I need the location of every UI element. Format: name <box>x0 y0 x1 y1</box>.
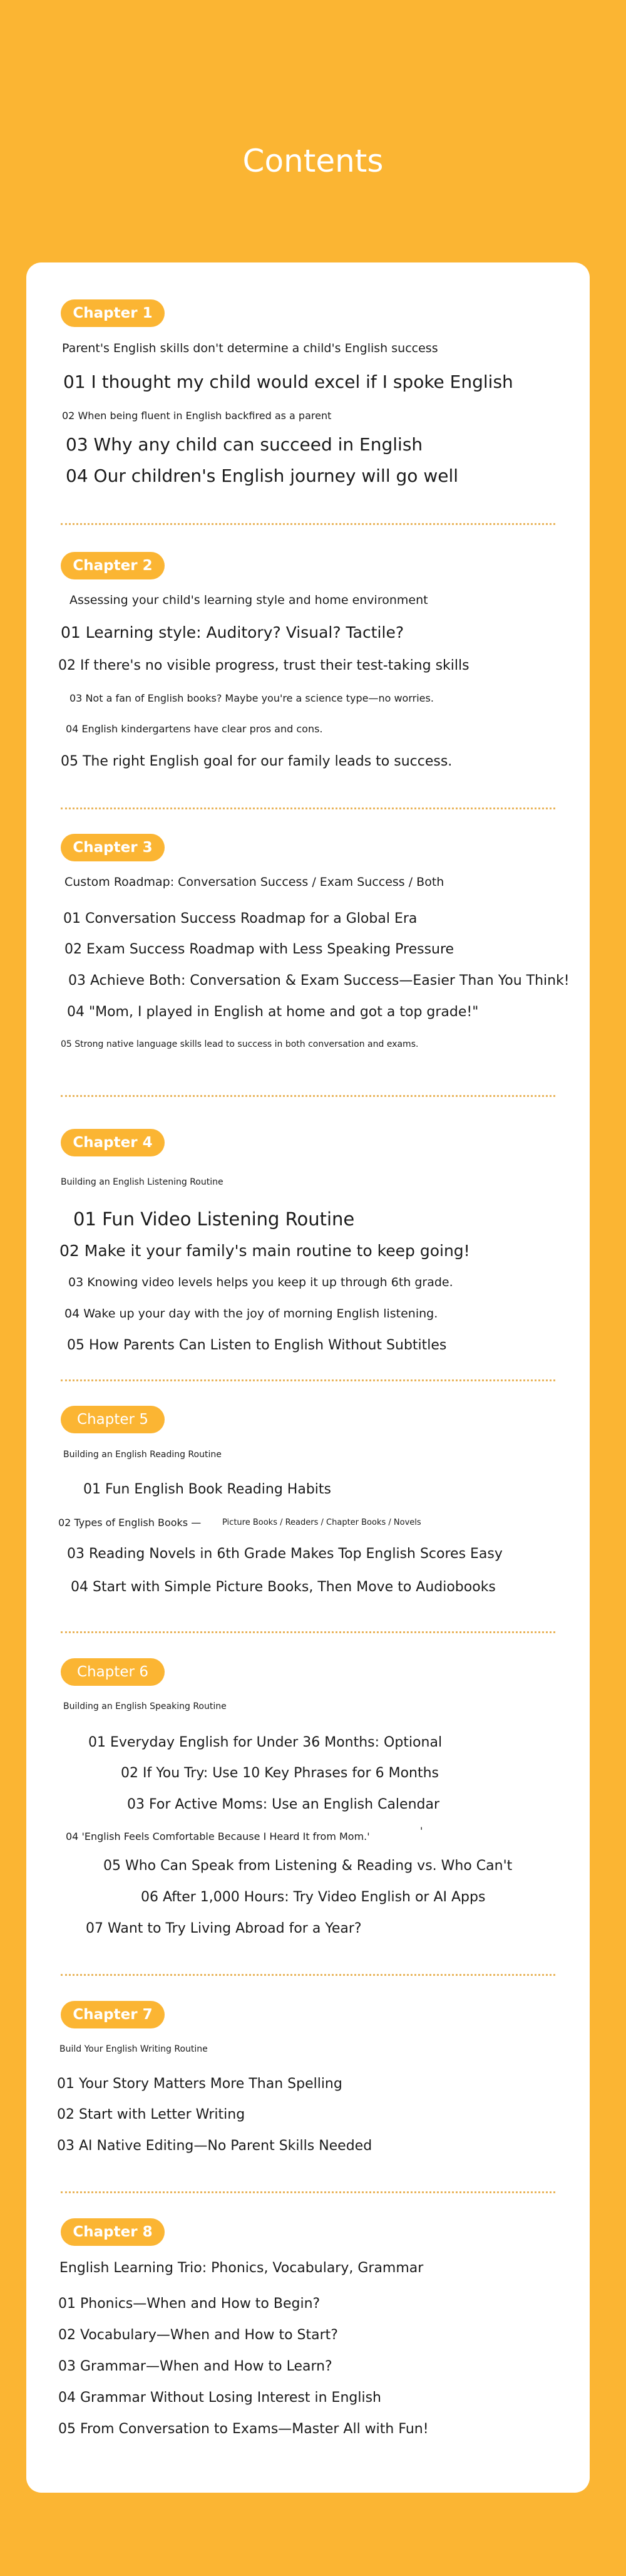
section-divider <box>61 2191 555 2193</box>
section-divider <box>61 1974 555 1976</box>
contents-card <box>26 262 590 2493</box>
chapter-1-item-2[interactable]: 02 When being fluent in English backfired as a parent <box>62 410 332 422</box>
chapter-5-badge: Chapter 5 <box>61 1406 165 1433</box>
chapter-5-item-1[interactable]: 01 Fun English Book Reading Habits <box>83 1482 331 1497</box>
chapter-8-item-4[interactable]: 04 Grammar Without Losing Interest in English <box>58 2390 381 2406</box>
chapter-3-item-2[interactable]: 02 Exam Success Roadmap with Less Speaking Pressure <box>64 942 454 957</box>
chapter-8-item-2[interactable]: 02 Vocabulary—When and How to Start? <box>58 2327 338 2343</box>
chapter-6-item-5[interactable]: 05 Who Can Speak from Listening & Reading vs. Who Can't <box>103 1858 513 1874</box>
section-divider <box>61 1379 555 1381</box>
chapter-7-item-3[interactable]: 03 AI Native Editing—No Parent Skills Needed <box>57 2138 372 2154</box>
chapter-2-badge: Chapter 2 <box>61 552 165 579</box>
chapter-6-subtitle: Building an English Speaking Routine <box>63 1701 227 1711</box>
chapter-1-item-4[interactable]: 04 Our children's English journey will go well <box>66 465 459 486</box>
chapter-4-item-1[interactable]: 01 Fun Video Listening Routine <box>73 1208 355 1230</box>
chapter-6-item-1[interactable]: 01 Everyday English for Under 36 Months: Optional <box>88 1735 443 1750</box>
chapter-7-item-1[interactable]: 01 Your Story Matters More Than Spelling <box>57 2076 342 2092</box>
chapter-5-item-2[interactable]: 02 Types of English Books — <box>58 1517 202 1529</box>
section-divider <box>61 808 555 809</box>
chapter-6-item-7[interactable]: 07 Want to Try Living Abroad for a Year? <box>86 1921 362 1936</box>
chapter-6-item-2[interactable]: 02 If You Try: Use 10 Key Phrases for 6 Months <box>121 1765 439 1781</box>
chapter-6-badge: Chapter 6 <box>61 1658 165 1686</box>
chapter-1-subtitle: Parent's English skills don't determine a child's English success <box>62 341 438 355</box>
chapter-3-badge: Chapter 3 <box>61 834 165 861</box>
chapter-1-badge: Chapter 1 <box>61 299 165 327</box>
chapter-4-badge: Chapter 4 <box>61 1129 165 1156</box>
chapter-3-item-1[interactable]: 01 Conversation Success Roadmap for a Global Era <box>63 911 418 927</box>
page-title: Contents <box>242 143 384 179</box>
chapter-8-badge: Chapter 8 <box>61 2218 165 2246</box>
chapter-7-badge: Chapter 7 <box>61 2001 165 2028</box>
chapter-6-item-4[interactable]: 04 'English Feels Comfortable Because I Heard It from Mom.' <box>66 1831 370 1842</box>
chapter-7-item-2[interactable]: 02 Start with Letter Writing <box>57 2107 245 2122</box>
chapter-5-item-2-types[interactable]: Picture Books / Readers / Chapter Books / Novels <box>222 1518 421 1527</box>
chapter-4-item-2[interactable]: 02 Make it your family's main routine to keep going! <box>59 1242 470 1260</box>
chapter-5-item-4[interactable]: 04 Start with Simple Picture Books, Then Move to Audiobooks <box>71 1579 496 1595</box>
chapter-8-item-5[interactable]: 05 From Conversation to Exams—Master All with Fun! <box>58 2421 429 2437</box>
chapter-8-item-1[interactable]: 01 Phonics—When and How to Begin? <box>58 2296 321 2312</box>
chapter-3-item-3[interactable]: 03 Achieve Both: Conversation & Exam Success—Easier Than You Think! <box>68 973 570 989</box>
chapter-4-item-4[interactable]: 04 Wake up your day with the joy of morning English listening. <box>64 1307 438 1321</box>
chapter-7-subtitle: Build Your English Writing Routine <box>59 2044 208 2054</box>
chapter-4-subtitle: Building an English Listening Routine <box>61 1177 223 1187</box>
chapter-2-item-4[interactable]: 04 English kindergartens have clear pros and cons. <box>66 723 323 735</box>
chapter-5-subtitle: Building an English Reading Routine <box>63 1450 222 1460</box>
chapter-8-subtitle: English Learning Trio: Phonics, Vocabulary, Grammar <box>59 2260 424 2276</box>
chapter-6-item-4-mark: ' <box>420 1825 423 1837</box>
chapter-2-item-1[interactable]: 01 Learning style: Auditory? Visual? Tactile? <box>61 623 404 641</box>
section-divider <box>61 1631 555 1633</box>
chapter-5-item-3[interactable]: 03 Reading Novels in 6th Grade Makes Top English Scores Easy <box>67 1546 503 1562</box>
chapter-1-item-3[interactable]: 03 Why any child can succeed in English <box>66 434 423 455</box>
chapter-2-item-2[interactable]: 02 If there's no visible progress, trust their test-taking skills <box>58 658 470 673</box>
section-divider <box>61 523 555 525</box>
chapter-3-item-5[interactable]: 05 Strong native language skills lead to success in both conversation and exams. <box>61 1039 419 1049</box>
chapter-2-item-5[interactable]: 05 The right English goal for our family leads to success. <box>61 754 453 769</box>
section-divider <box>61 1095 555 1097</box>
chapter-3-item-4[interactable]: 04 "Mom, I played in English at home and got a top grade!" <box>67 1004 479 1020</box>
chapter-3-subtitle: Custom Roadmap: Conversation Success / Exam Success / Both <box>64 875 444 889</box>
chapter-1-item-1[interactable]: 01 I thought my child would excel if I spoke English <box>63 371 513 392</box>
chapter-2-item-3[interactable]: 03 Not a fan of English books? Maybe you're a science type—no worries. <box>69 692 434 704</box>
chapter-8-item-3[interactable]: 03 Grammar—When and How to Learn? <box>58 2359 332 2374</box>
chapter-2-subtitle: Assessing your child's learning style and home environment <box>69 593 428 607</box>
chapter-6-item-3[interactable]: 03 For Active Moms: Use an English Calendar <box>127 1797 440 1812</box>
chapter-4-item-5[interactable]: 05 How Parents Can Listen to English Without Subtitles <box>67 1337 447 1353</box>
chapter-6-item-6[interactable]: 06 After 1,000 Hours: Try Video English or AI Apps <box>141 1889 486 1905</box>
chapter-4-item-3[interactable]: 03 Knowing video levels helps you keep it up through 6th grade. <box>68 1275 453 1289</box>
